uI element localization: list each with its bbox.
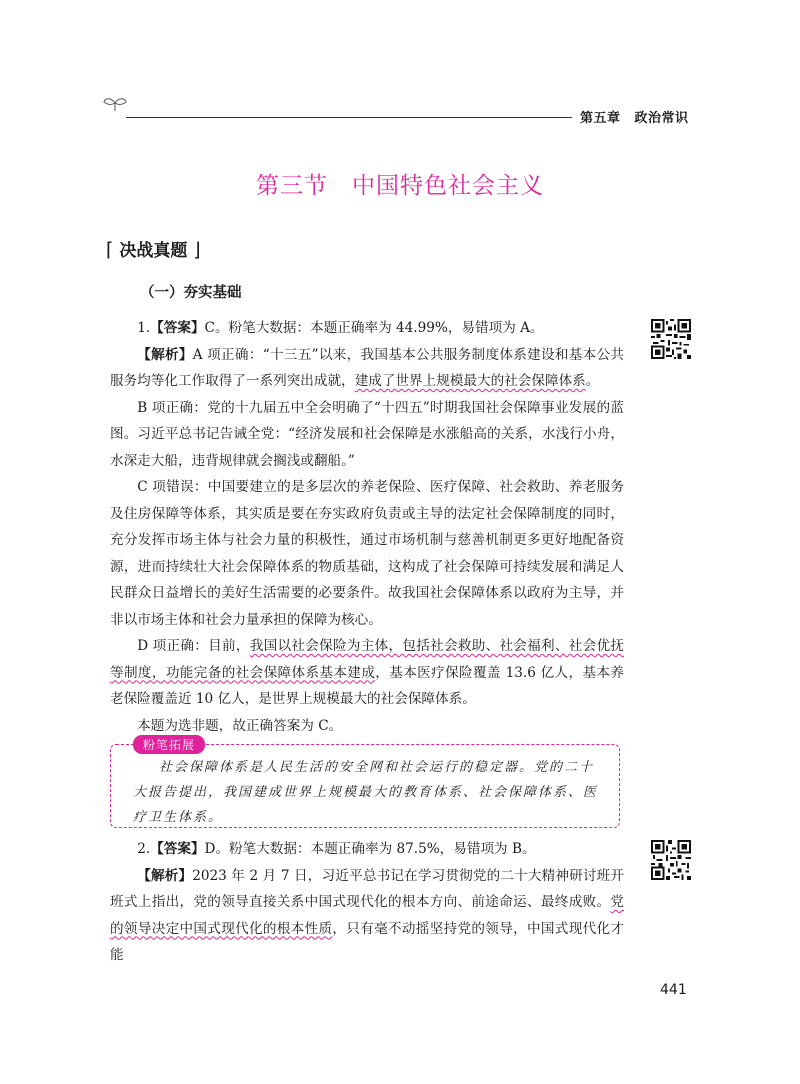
q1-answer-text: C。粉笔大数据：本题正确率为 44.99%，易错项为 A。 — [204, 320, 544, 336]
sub-title: （一）夯实基础 — [140, 285, 242, 301]
extension-text: 社会保障体系是人民生活的安全网和社会运行的稳定器。党的二十大报告提出，我国建成世界上规模最大的教育体系、社会保障体系、医疗卫生体系。 — [133, 760, 599, 825]
q2-analysis-tag: 【解析】 — [137, 867, 193, 884]
q1-number: 1. — [137, 320, 151, 336]
section-title: 第三节 中国特色社会主义 — [256, 173, 544, 199]
chapter-number: 第五章 — [580, 111, 621, 126]
extension-box — [110, 738, 620, 828]
q1-analysis-tag: 【解析】 — [137, 346, 193, 363]
q1-conclusion: 本题为选非题，故正确答案为 C。 — [137, 717, 343, 734]
block-title-text: 决战真题 — [119, 241, 188, 261]
chapter-title: 政治常识 — [634, 111, 689, 126]
q2-underline: 党的领导决定中国式现代化的根本性质 — [110, 894, 624, 937]
question-1 — [110, 315, 624, 739]
extension-tag: 粉笔拓展 — [133, 735, 205, 754]
qr-code-icon — [651, 840, 691, 880]
q1-answer-tag: 【答案】 — [150, 320, 205, 336]
q1-d-text: D 项正确：目前， — [137, 638, 250, 654]
q1-analysis-a — [110, 342, 624, 395]
block-title — [106, 236, 201, 261]
q1-a-end: 。 — [585, 373, 600, 389]
q1-a-text: A 项正确：“十三五”以来，我国基本公共服务制度体系建设和基本公共服务均等化工作取得了一系列突出成就， — [110, 346, 624, 389]
q2-end: ，只有毫不动摇坚持党的领导，中国式现代化才能 — [110, 920, 625, 963]
q1-d-underline: 我国以社会保险为主体，包括社会救助、社会福利、社会优抚等制度，功能完备的社会保障体系基本建成 — [110, 638, 624, 681]
bracket-left-icon: ⌈ — [106, 239, 114, 261]
q1-d-end: ，基本医疗保险覆盖 13.6 亿人，基本养老保险覆盖近 10 亿人，是世界上规模最大的社会保障体系。 — [110, 664, 624, 707]
sprout-icon — [102, 96, 128, 112]
header-rule — [126, 117, 572, 118]
q2-answer — [110, 836, 624, 863]
q2-answer-tag: 【答案】 — [150, 841, 205, 857]
q2-answer-text: D。粉笔大数据：本题正确率为 87.5%，易错项为 B。 — [204, 841, 536, 857]
q1-analysis-b: B 项正确：党的十九届五中全会明确了“十四五”时期我国社会保障事业发展的蓝图。习近平总书记告诫全党：“经济发展和社会保障是水涨船高的关系，水浅行小舟，水深走大船，违背规律就会搁浅或翻船。” — [110, 399, 624, 469]
bracket-right-icon: ⌋ — [193, 239, 201, 261]
q1-analysis-c: C 项错误：中国要建立的是多层次的养老保险、医疗保障、社会救助、养老服务及住房保障等体系，其实质是要在夯实政府负责或主导的法定社会保障制度的同时，充分发挥市场主体与社会力量的积极性，通过市场机制与慈善机制更多更好地配备资源，进而持续壮大社会保障体系的物质基础，这构成了社会保障可持续发展和满足人民群众日益增长的美好生活需要的必要条件。故我国社会保障体系以政府为主导，并非以市场主体和社会力量承担的保障为核心。 — [110, 479, 624, 628]
q2-number: 2. — [137, 841, 151, 857]
question-2 — [110, 836, 624, 969]
qr-code-icon — [651, 319, 691, 359]
q1-a-underline: 建成了世界上规模最大的社会保障体系 — [354, 373, 586, 389]
chapter-header — [580, 107, 689, 126]
q1-answer — [110, 315, 624, 342]
q2-analysis — [110, 863, 624, 969]
q1-analysis-d — [110, 633, 624, 713]
q2-text: 2023 年 2 月 7 日，习近平总书记在学习贯彻党的二十大精神研讨班开班式上指出，党的领导直接关系中国式现代化的根本方向、前途命运、最终成败。 — [110, 867, 625, 910]
page-number: 441 — [660, 982, 687, 998]
